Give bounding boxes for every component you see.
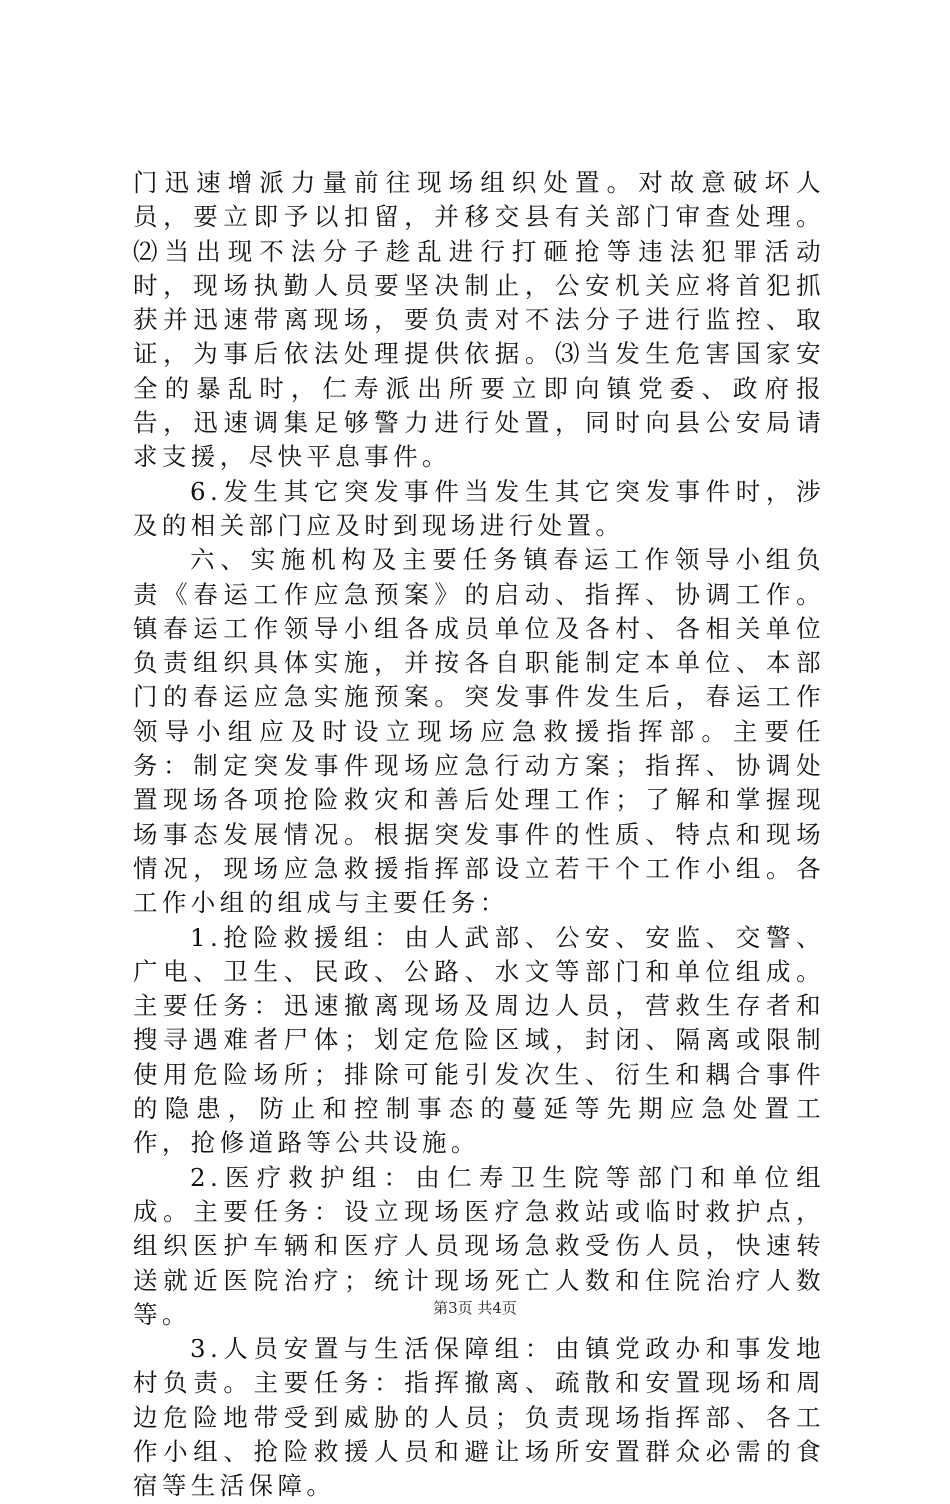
paragraph-item-6: 6.发生其它突发事件当发生其它突发事件时，涉及的相关部门应及时到现场进行处置。 — [133, 476, 825, 540]
page-number-footer: 第3页 共4页 — [433, 1299, 517, 1317]
paragraph-section-6: 六、实施机构及主要任务镇春运工作领导小组负责《春运工作应急预案》的启动、指挥、协调工作。镇春运工作领导小组各成员单位及各村、各相关单位负责组织具体实施，并按各自职能制定本单位、本部门的春运应急实施预案。突发事件发生后，春运工作领导小组应及时设立现场应急救援指挥部。主要任务：制定突发事件现场应急行动方案；指挥、协调处置现场各项抢险救灾和善后处理工作；了解和掌握现场事态发展情况。根据突发事件的性质、特点和现场情况，现场应急救援指挥部设立若干个工作小组。各工作小组的组成与主要任务： — [133, 545, 825, 918]
paragraph-rescue-group: 1.抢险救援组：由人武部、公安、安监、交警、广电、卫生、民政、公路、水文等部门和单位组成。主要任务：迅速撤离现场及周边人员，营救生存者和搜寻遇难者尸体；划定危险区域，封闭、隔离或限制使用危险场所；排除可能引发次生、衍生和耦合事件的隐患，防止和控制事态的蔓延等先期应急处置工作，抢修道路等公共设施。 — [133, 922, 825, 1158]
paragraph-continuation: 门迅速增派力量前往现场组织处置。对故意破坏人员，要立即予以扣留，并移交县有关部门审查处理。⑵当出现不法分子趁乱进行打砸抢等违法犯罪活动时，现场执勤人员要坚决制止，公安机关应将首犯抓获并迅速带离现场，要负责对不法分子进行监控、取证，为事后依法处理提供依据。⑶当发生危害国家安全的暴乱时，仁寿派出所要立即向镇党委、政府报告，迅速调集足够警力进行处置，同时向县公安局请求支援，尽快平息事件。 — [133, 168, 825, 472]
paragraph-medical-group: 2.医疗救护组：由仁寿卫生院等部门和单位组成。主要任务：设立现场医疗急救站或临时救护点，组织医护车辆和医疗人员现场急救受伤人员，快速转送就近医院治疗；统计现场死亡人数和住院治疗人数等。 — [133, 1162, 825, 1329]
paragraph-resettlement-group: 3.人员安置与生活保障组：由镇党政办和事发地村负责。主要任务：指挥撤离、疏散和安置现场和周边危险地带受到威胁的人员；负责现场指挥部、各工作小组、抢险救援人员和避让场所安置群众必需的食宿等生活保障。 — [133, 1334, 825, 1501]
